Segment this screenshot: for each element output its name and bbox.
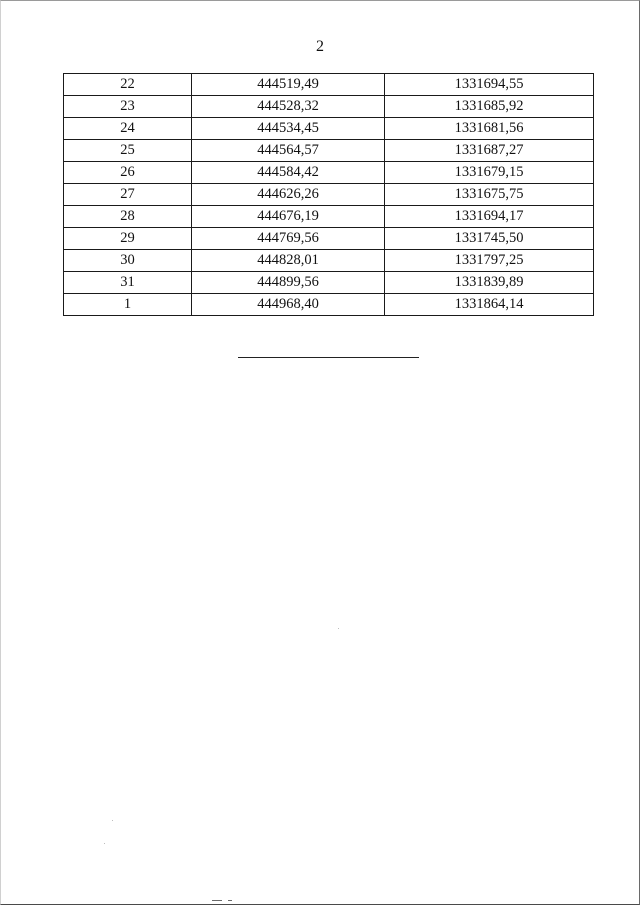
x-coordinate-cell: 444564,57 (192, 140, 385, 162)
table-row (64, 228, 594, 250)
scan-edge-mark (228, 900, 232, 901)
point-number-cell: 23 (64, 96, 192, 118)
y-coordinate-cell: 1331864,14 (385, 294, 594, 316)
table-row (64, 294, 594, 316)
x-coordinate-cell: 444626,26 (192, 184, 385, 206)
scan-speck (112, 820, 113, 821)
table-row (64, 140, 594, 162)
point-number-cell: 27 (64, 184, 192, 206)
scan-speck (338, 628, 339, 629)
table-row (64, 118, 594, 140)
x-coordinate-cell: 444584,42 (192, 162, 385, 184)
point-number-cell: 26 (64, 162, 192, 184)
table-row (64, 206, 594, 228)
point-number-cell: 30 (64, 250, 192, 272)
y-coordinate-cell: 1331675,75 (385, 184, 594, 206)
table-row (64, 74, 594, 96)
end-of-document-rule (238, 357, 419, 358)
table-row (64, 162, 594, 184)
y-coordinate-cell: 1331839,89 (385, 272, 594, 294)
coordinates-table (63, 73, 594, 316)
x-coordinate-cell: 444519,49 (192, 74, 385, 96)
point-number-cell: 22 (64, 74, 192, 96)
scan-edge-mark (212, 900, 222, 901)
x-coordinate-cell: 444528,32 (192, 96, 385, 118)
y-coordinate-cell: 1331679,15 (385, 162, 594, 184)
x-coordinate-cell: 444899,56 (192, 272, 385, 294)
x-coordinate-cell: 444769,56 (192, 228, 385, 250)
x-coordinate-cell: 444676,19 (192, 206, 385, 228)
y-coordinate-cell: 1331797,25 (385, 250, 594, 272)
point-number-cell: 25 (64, 140, 192, 162)
point-number-cell: 24 (64, 118, 192, 140)
point-number-cell: 28 (64, 206, 192, 228)
x-coordinate-cell: 444968,40 (192, 294, 385, 316)
y-coordinate-cell: 1331687,27 (385, 140, 594, 162)
point-number-cell: 31 (64, 272, 192, 294)
point-number-cell: 1 (64, 294, 192, 316)
x-coordinate-cell: 444828,01 (192, 250, 385, 272)
y-coordinate-cell: 1331681,56 (385, 118, 594, 140)
table-row (64, 250, 594, 272)
coordinates-table-body (64, 74, 594, 316)
page-number: 2 (316, 38, 324, 55)
y-coordinate-cell: 1331694,55 (385, 74, 594, 96)
table-row (64, 184, 594, 206)
table-row (64, 96, 594, 118)
x-coordinate-cell: 444534,45 (192, 118, 385, 140)
y-coordinate-cell: 1331745,50 (385, 228, 594, 250)
point-number-cell: 29 (64, 228, 192, 250)
scan-speck (104, 843, 105, 844)
y-coordinate-cell: 1331694,17 (385, 206, 594, 228)
table-row (64, 272, 594, 294)
y-coordinate-cell: 1331685,92 (385, 96, 594, 118)
